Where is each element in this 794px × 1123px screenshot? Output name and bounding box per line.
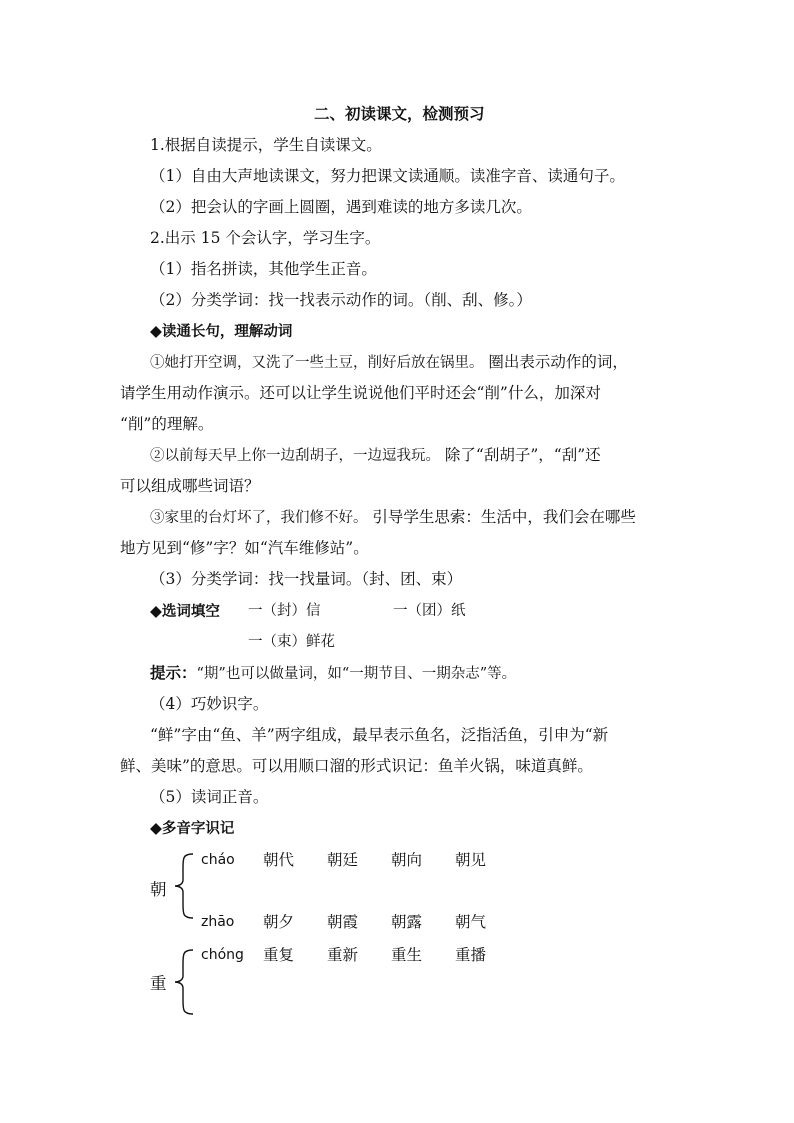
step-2-sub-2: （2）分类学词：找一找表示动作的词。（削、刮、修。）	[150, 291, 532, 309]
subsection-heading-text: 选词填空	[161, 603, 220, 620]
step-2: 2.出示 15 个会认字，学习生字。	[150, 229, 381, 247]
paragraph-1-line-1	[150, 352, 628, 373]
paragraph-2-text: 除了“刮胡子”，“刮”还	[440, 446, 601, 464]
diamond-bullet-icon: ◆	[150, 818, 162, 837]
word-chao-2: 朝廷	[327, 851, 359, 869]
paragraph-4-line-1: “鲜”字由“鱼、羊”两字组成，最早表示鱼名，泛指活鱼，引申为“新	[150, 726, 609, 744]
word-chong-1: 重复	[263, 946, 295, 964]
fill-item-3: 一（束）鲜花	[248, 634, 335, 650]
step-2-sub-1: （1）指名拼读，其他学生正音。	[150, 260, 377, 278]
example-sentence-2: ②以前每天早上你一边刮胡子，一边逗我玩。	[150, 448, 440, 464]
fill-item-1: 一（封）信	[248, 603, 321, 619]
section-title: 二、初读课文，检测预习	[314, 104, 485, 123]
paragraph-3-text: 引导学生思索：生活中，我们会在哪些	[367, 508, 636, 526]
polyphone-char-chao: 朝	[150, 880, 167, 899]
step-1-sub-2: （2）把会认的字画上圆圈，遇到难读的地方多读几次。	[150, 198, 532, 216]
word-chao-4: 朝见	[455, 851, 487, 869]
tip-label: 提示：	[150, 663, 197, 682]
word-zhao-2: 朝霞	[327, 913, 359, 931]
left-brace-icon	[173, 852, 195, 920]
paragraph-2-line-2: 可以组成哪些词语？	[120, 477, 260, 495]
example-sentence-3: ③家里的台灯坏了，我们修不好。	[150, 510, 368, 526]
tip-text: “期”也可以做量词，如“一期节目、一期杂志”等。	[196, 666, 517, 682]
step-2-sub-5: （5）读词正音。	[150, 788, 269, 806]
subsection-heading-text: 读通长句，理解动词	[161, 323, 293, 340]
polyphone-char-zhong: 重	[150, 974, 167, 993]
left-brace-icon	[173, 948, 195, 1016]
step-2-sub-3: （3）分类学词：找一找量词。（封、团、束）	[150, 570, 463, 588]
paragraph-2-line-1	[150, 445, 601, 466]
subsection-heading-fill	[150, 601, 220, 622]
step-1-sub-1: （1）自由大声地读课文，努力把课文读通顺。读准字音、读通句子。	[150, 167, 625, 185]
diamond-bullet-icon: ◆	[150, 601, 162, 620]
word-chao-3: 朝向	[391, 851, 423, 869]
word-chong-4: 重播	[455, 946, 487, 964]
pinyin-chong: chóng	[201, 947, 244, 963]
word-chong-2: 重新	[327, 946, 359, 964]
paragraph-1-line-3: “削”的理解。	[120, 415, 214, 433]
paragraph-3-line-1	[150, 507, 636, 528]
paragraph-3-line-2: 地方见到“修”字？如“汽车维修站”。	[120, 539, 369, 557]
tip	[150, 663, 516, 684]
fill-item-2: 一（团）纸	[393, 603, 466, 619]
subsection-heading-verbs	[150, 321, 292, 342]
word-zhao-1: 朝夕	[263, 913, 295, 931]
paragraph-1-line-2: 请学生用动作演示。还可以让学生说说他们平时还会“削”什么，加深对	[120, 384, 601, 402]
step-1: 1.根据自读提示，学生自读课文。	[150, 136, 382, 154]
word-zhao-3: 朝露	[391, 913, 423, 931]
word-zhao-4: 朝气	[455, 913, 487, 931]
subsection-heading-text: 多音字识记	[161, 820, 235, 837]
paragraph-4-line-2: 鲜、美味”的意思。可以用顺口溜的形式识记：鱼羊火锅，味道真鲜。	[120, 757, 593, 775]
word-chao-1: 朝代	[263, 851, 295, 869]
pinyin-chao: cháo	[201, 852, 235, 868]
paragraph-1-text: 圈出表示动作的词，	[483, 353, 628, 371]
diamond-bullet-icon: ◆	[150, 321, 162, 340]
example-sentence-1: ①她打开空调，又洗了一些土豆，削好后放在锅里。	[150, 355, 484, 371]
word-chong-3: 重生	[391, 946, 423, 964]
step-2-sub-4: （4）巧妙识字。	[150, 695, 269, 713]
pinyin-zhao: zhāo	[201, 914, 235, 930]
subsection-heading-polyphones	[150, 818, 234, 839]
